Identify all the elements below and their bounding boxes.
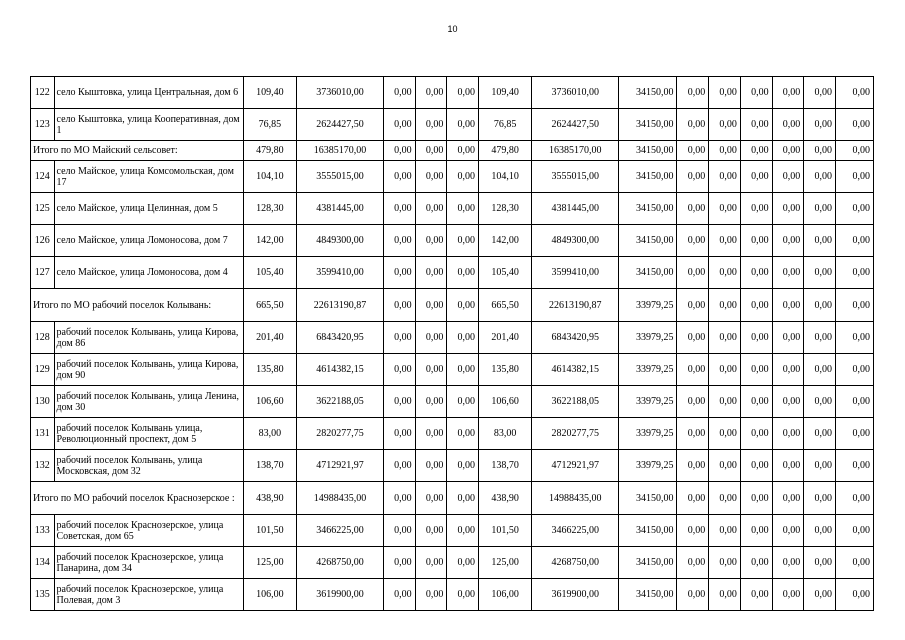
value-cell: 0,00 — [836, 225, 874, 257]
value-cell: 0,00 — [447, 547, 479, 579]
value-cell: 0,00 — [804, 141, 836, 161]
value-cell: 0,00 — [383, 579, 415, 611]
value-cell: 201,40 — [479, 322, 532, 354]
value-cell: 105,40 — [243, 257, 296, 289]
value-cell: 3619900,00 — [296, 579, 383, 611]
value-cell: 0,00 — [415, 547, 447, 579]
value-cell: 16385170,00 — [296, 141, 383, 161]
value-cell: 0,00 — [415, 193, 447, 225]
value-cell: 0,00 — [677, 418, 709, 450]
value-cell: 0,00 — [740, 418, 772, 450]
value-cell: 138,70 — [479, 450, 532, 482]
table-row — [31, 515, 874, 547]
table-row — [31, 354, 874, 386]
value-cell: 0,00 — [447, 141, 479, 161]
value-cell: 0,00 — [804, 579, 836, 611]
value-cell: 0,00 — [709, 547, 741, 579]
value-cell: 0,00 — [740, 193, 772, 225]
value-cell: 0,00 — [447, 322, 479, 354]
value-cell: 0,00 — [415, 322, 447, 354]
value-cell: 0,00 — [677, 225, 709, 257]
total-label: Итого по МО рабочий поселок Колывань: — [31, 289, 244, 322]
value-cell: 4268750,00 — [532, 547, 619, 579]
table-row — [31, 109, 874, 141]
value-cell: 0,00 — [415, 77, 447, 109]
value-cell: 83,00 — [243, 418, 296, 450]
value-cell: 438,90 — [243, 482, 296, 515]
value-cell: 0,00 — [740, 354, 772, 386]
value-cell: 0,00 — [804, 450, 836, 482]
value-cell: 0,00 — [383, 109, 415, 141]
value-cell: 0,00 — [447, 482, 479, 515]
page-number: 10 — [447, 24, 458, 34]
table-row — [31, 322, 874, 354]
value-cell: 0,00 — [447, 450, 479, 482]
value-cell: 2820277,75 — [296, 418, 383, 450]
value-cell: 201,40 — [243, 322, 296, 354]
value-cell: 4849300,00 — [532, 225, 619, 257]
address-cell: рабочий поселок Краснозерское, улица Советская, дом 65 — [54, 515, 243, 547]
table-row — [31, 579, 874, 611]
value-cell: 0,00 — [804, 257, 836, 289]
value-cell: 0,00 — [772, 225, 804, 257]
address-cell: село Майское, улица Ломоносова, дом 4 — [54, 257, 243, 289]
value-cell: 0,00 — [447, 77, 479, 109]
value-cell: 14988435,00 — [296, 482, 383, 515]
value-cell: 0,00 — [383, 386, 415, 418]
total-row — [31, 141, 874, 161]
value-cell: 0,00 — [804, 322, 836, 354]
value-cell: 2624427,50 — [296, 109, 383, 141]
value-cell: 0,00 — [740, 109, 772, 141]
value-cell: 0,00 — [804, 547, 836, 579]
value-cell: 0,00 — [447, 193, 479, 225]
value-cell: 0,00 — [772, 109, 804, 141]
value-cell: 0,00 — [447, 109, 479, 141]
value-cell: 0,00 — [383, 322, 415, 354]
total-row — [31, 482, 874, 515]
row-number: 130 — [31, 386, 55, 418]
value-cell: 0,00 — [772, 386, 804, 418]
value-cell: 6843420,95 — [532, 322, 619, 354]
value-cell: 0,00 — [709, 450, 741, 482]
address-cell: рабочий поселок Колывань, улица Кирова, дом 90 — [54, 354, 243, 386]
value-cell: 3622188,05 — [296, 386, 383, 418]
value-cell: 0,00 — [447, 579, 479, 611]
address-cell: рабочий поселок Колывань, улица Кирова, дом 86 — [54, 322, 243, 354]
value-cell: 0,00 — [804, 161, 836, 193]
table-body — [31, 77, 874, 611]
value-cell: 0,00 — [772, 515, 804, 547]
value-cell: 104,10 — [479, 161, 532, 193]
value-cell: 101,50 — [243, 515, 296, 547]
value-cell: 34150,00 — [619, 579, 677, 611]
value-cell: 0,00 — [740, 515, 772, 547]
value-cell: 0,00 — [709, 193, 741, 225]
value-cell: 0,00 — [836, 482, 874, 515]
row-number: 133 — [31, 515, 55, 547]
value-cell: 479,80 — [479, 141, 532, 161]
value-cell: 4712921,97 — [296, 450, 383, 482]
address-cell: рабочий поселок Колывань, улица Ленина, дом 30 — [54, 386, 243, 418]
value-cell: 0,00 — [836, 289, 874, 322]
address-cell: село Майское, улица Целинная, дом 5 — [54, 193, 243, 225]
value-cell: 0,00 — [740, 547, 772, 579]
value-cell: 104,10 — [243, 161, 296, 193]
value-cell: 2820277,75 — [532, 418, 619, 450]
value-cell: 109,40 — [479, 77, 532, 109]
value-cell: 0,00 — [383, 482, 415, 515]
value-cell: 0,00 — [772, 289, 804, 322]
value-cell: 142,00 — [243, 225, 296, 257]
value-cell: 106,00 — [243, 579, 296, 611]
value-cell: 34150,00 — [619, 547, 677, 579]
value-cell: 0,00 — [677, 579, 709, 611]
value-cell: 0,00 — [772, 354, 804, 386]
value-cell: 0,00 — [383, 161, 415, 193]
value-cell: 3555015,00 — [296, 161, 383, 193]
value-cell: 0,00 — [677, 482, 709, 515]
value-cell: 0,00 — [415, 141, 447, 161]
row-number: 129 — [31, 354, 55, 386]
value-cell: 3599410,00 — [296, 257, 383, 289]
value-cell: 0,00 — [447, 225, 479, 257]
value-cell: 0,00 — [415, 225, 447, 257]
value-cell: 109,40 — [243, 77, 296, 109]
value-cell: 3619900,00 — [532, 579, 619, 611]
value-cell: 0,00 — [709, 354, 741, 386]
value-cell: 4268750,00 — [296, 547, 383, 579]
table-row — [31, 225, 874, 257]
row-number: 128 — [31, 322, 55, 354]
value-cell: 128,30 — [243, 193, 296, 225]
value-cell: 106,00 — [479, 579, 532, 611]
value-cell: 0,00 — [804, 515, 836, 547]
value-cell: 0,00 — [383, 257, 415, 289]
value-cell: 0,00 — [804, 386, 836, 418]
value-cell: 0,00 — [677, 161, 709, 193]
value-cell: 665,50 — [243, 289, 296, 322]
value-cell: 0,00 — [447, 418, 479, 450]
total-row — [31, 289, 874, 322]
value-cell: 3466225,00 — [296, 515, 383, 547]
value-cell: 0,00 — [772, 161, 804, 193]
value-cell: 0,00 — [447, 161, 479, 193]
value-cell: 33979,25 — [619, 289, 677, 322]
table-row — [31, 161, 874, 193]
value-cell: 0,00 — [772, 482, 804, 515]
value-cell: 138,70 — [243, 450, 296, 482]
value-cell: 0,00 — [836, 418, 874, 450]
value-cell: 0,00 — [709, 482, 741, 515]
value-cell: 0,00 — [415, 579, 447, 611]
value-cell: 0,00 — [709, 289, 741, 322]
value-cell: 0,00 — [383, 418, 415, 450]
value-cell: 33979,25 — [619, 418, 677, 450]
value-cell: 0,00 — [415, 354, 447, 386]
value-cell: 0,00 — [836, 579, 874, 611]
value-cell: 33979,25 — [619, 450, 677, 482]
value-cell: 34150,00 — [619, 77, 677, 109]
value-cell: 0,00 — [740, 579, 772, 611]
value-cell: 0,00 — [740, 161, 772, 193]
value-cell: 0,00 — [836, 450, 874, 482]
value-cell: 22613190,87 — [296, 289, 383, 322]
value-cell: 0,00 — [415, 257, 447, 289]
value-cell: 0,00 — [709, 418, 741, 450]
row-number: 125 — [31, 193, 55, 225]
value-cell: 0,00 — [447, 354, 479, 386]
value-cell: 0,00 — [415, 386, 447, 418]
table-row — [31, 77, 874, 109]
address-cell: село Кыштовка, улица Центральная, дом 6 — [54, 77, 243, 109]
value-cell: 6843420,95 — [296, 322, 383, 354]
value-cell: 0,00 — [709, 225, 741, 257]
value-cell: 0,00 — [447, 515, 479, 547]
value-cell: 0,00 — [709, 579, 741, 611]
value-cell: 0,00 — [709, 161, 741, 193]
value-cell: 0,00 — [677, 109, 709, 141]
value-cell: 438,90 — [479, 482, 532, 515]
houses-table — [30, 76, 874, 611]
value-cell: 0,00 — [772, 450, 804, 482]
value-cell: 0,00 — [709, 386, 741, 418]
value-cell: 4381445,00 — [532, 193, 619, 225]
value-cell: 135,80 — [243, 354, 296, 386]
value-cell: 0,00 — [383, 547, 415, 579]
value-cell: 0,00 — [383, 289, 415, 322]
value-cell: 0,00 — [804, 193, 836, 225]
value-cell: 106,60 — [479, 386, 532, 418]
value-cell: 101,50 — [479, 515, 532, 547]
value-cell: 76,85 — [243, 109, 296, 141]
value-cell: 0,00 — [383, 77, 415, 109]
value-cell: 0,00 — [772, 579, 804, 611]
value-cell: 0,00 — [677, 77, 709, 109]
value-cell: 0,00 — [383, 354, 415, 386]
value-cell: 0,00 — [709, 141, 741, 161]
value-cell: 0,00 — [447, 257, 479, 289]
value-cell: 0,00 — [709, 515, 741, 547]
value-cell: 0,00 — [772, 322, 804, 354]
value-cell: 0,00 — [709, 77, 741, 109]
row-number: 126 — [31, 225, 55, 257]
total-label: Итого по МО Майский сельсовет: — [31, 141, 244, 161]
value-cell: 3736010,00 — [532, 77, 619, 109]
value-cell: 0,00 — [383, 141, 415, 161]
value-cell: 0,00 — [415, 289, 447, 322]
value-cell: 0,00 — [804, 289, 836, 322]
row-number: 135 — [31, 579, 55, 611]
value-cell: 0,00 — [772, 141, 804, 161]
value-cell: 83,00 — [479, 418, 532, 450]
value-cell: 3466225,00 — [532, 515, 619, 547]
value-cell: 0,00 — [383, 450, 415, 482]
row-number: 122 — [31, 77, 55, 109]
row-number: 123 — [31, 109, 55, 141]
value-cell: 0,00 — [383, 515, 415, 547]
value-cell: 34150,00 — [619, 161, 677, 193]
value-cell: 0,00 — [383, 225, 415, 257]
value-cell: 0,00 — [740, 257, 772, 289]
value-cell: 0,00 — [740, 141, 772, 161]
value-cell: 0,00 — [415, 161, 447, 193]
value-cell: 0,00 — [836, 141, 874, 161]
value-cell: 0,00 — [677, 354, 709, 386]
value-cell: 0,00 — [740, 386, 772, 418]
value-cell: 0,00 — [836, 257, 874, 289]
table-row — [31, 257, 874, 289]
value-cell: 0,00 — [772, 257, 804, 289]
table-row — [31, 547, 874, 579]
address-cell: рабочий поселок Краснозерское, улица Панарина, дом 34 — [54, 547, 243, 579]
value-cell: 0,00 — [772, 193, 804, 225]
value-cell: 3599410,00 — [532, 257, 619, 289]
value-cell: 3736010,00 — [296, 77, 383, 109]
value-cell: 34150,00 — [619, 109, 677, 141]
value-cell: 0,00 — [677, 547, 709, 579]
value-cell: 0,00 — [415, 418, 447, 450]
value-cell: 106,60 — [243, 386, 296, 418]
value-cell: 0,00 — [677, 193, 709, 225]
value-cell: 33979,25 — [619, 322, 677, 354]
value-cell: 33979,25 — [619, 386, 677, 418]
address-cell: рабочий поселок Колывань улица, Революционный проспект, дом 5 — [54, 418, 243, 450]
value-cell: 0,00 — [836, 354, 874, 386]
address-cell: село Майское, улица Комсомольская, дом 17 — [54, 161, 243, 193]
value-cell: 0,00 — [804, 418, 836, 450]
value-cell: 0,00 — [804, 482, 836, 515]
value-cell: 0,00 — [772, 418, 804, 450]
table-row — [31, 450, 874, 482]
value-cell: 0,00 — [772, 77, 804, 109]
value-cell: 0,00 — [740, 77, 772, 109]
value-cell: 4614382,15 — [296, 354, 383, 386]
value-cell: 0,00 — [383, 193, 415, 225]
address-cell: село Майское, улица Ломоносова, дом 7 — [54, 225, 243, 257]
table-row — [31, 386, 874, 418]
value-cell: 34150,00 — [619, 482, 677, 515]
value-cell: 0,00 — [804, 77, 836, 109]
value-cell: 0,00 — [677, 322, 709, 354]
row-number: 134 — [31, 547, 55, 579]
value-cell: 0,00 — [677, 386, 709, 418]
value-cell: 34150,00 — [619, 515, 677, 547]
value-cell: 34150,00 — [619, 257, 677, 289]
value-cell: 0,00 — [677, 450, 709, 482]
row-number: 127 — [31, 257, 55, 289]
value-cell: 4614382,15 — [532, 354, 619, 386]
value-cell: 14988435,00 — [532, 482, 619, 515]
table-row — [31, 193, 874, 225]
value-cell: 0,00 — [836, 322, 874, 354]
value-cell: 3555015,00 — [532, 161, 619, 193]
total-label: Итого по МО рабочий поселок Краснозерское : — [31, 482, 244, 515]
value-cell: 0,00 — [677, 289, 709, 322]
value-cell: 4849300,00 — [296, 225, 383, 257]
value-cell: 0,00 — [804, 354, 836, 386]
value-cell: 125,00 — [243, 547, 296, 579]
value-cell: 0,00 — [447, 386, 479, 418]
value-cell: 479,80 — [243, 141, 296, 161]
value-cell: 0,00 — [836, 193, 874, 225]
value-cell: 34150,00 — [619, 225, 677, 257]
value-cell: 16385170,00 — [532, 141, 619, 161]
value-cell: 4381445,00 — [296, 193, 383, 225]
value-cell: 0,00 — [836, 386, 874, 418]
value-cell: 0,00 — [740, 450, 772, 482]
value-cell: 0,00 — [677, 257, 709, 289]
value-cell: 0,00 — [415, 515, 447, 547]
value-cell: 0,00 — [836, 547, 874, 579]
value-cell: 0,00 — [709, 257, 741, 289]
value-cell: 3622188,05 — [532, 386, 619, 418]
value-cell: 0,00 — [772, 547, 804, 579]
value-cell: 0,00 — [836, 77, 874, 109]
value-cell: 33979,25 — [619, 354, 677, 386]
value-cell: 34150,00 — [619, 141, 677, 161]
value-cell: 0,00 — [740, 482, 772, 515]
value-cell: 0,00 — [709, 109, 741, 141]
value-cell: 0,00 — [836, 109, 874, 141]
value-cell: 22613190,87 — [532, 289, 619, 322]
value-cell: 0,00 — [447, 289, 479, 322]
value-cell: 4712921,97 — [532, 450, 619, 482]
value-cell: 135,80 — [479, 354, 532, 386]
value-cell: 0,00 — [740, 322, 772, 354]
value-cell: 0,00 — [836, 161, 874, 193]
value-cell: 125,00 — [479, 547, 532, 579]
address-cell: рабочий поселок Колывань, улица Московская, дом 32 — [54, 450, 243, 482]
value-cell: 0,00 — [709, 322, 741, 354]
value-cell: 2624427,50 — [532, 109, 619, 141]
address-cell: село Кыштовка, улица Кооперативная, дом 1 — [54, 109, 243, 141]
value-cell: 34150,00 — [619, 193, 677, 225]
value-cell: 0,00 — [415, 109, 447, 141]
value-cell: 105,40 — [479, 257, 532, 289]
value-cell: 0,00 — [415, 482, 447, 515]
value-cell: 0,00 — [804, 225, 836, 257]
value-cell: 665,50 — [479, 289, 532, 322]
value-cell: 76,85 — [479, 109, 532, 141]
address-cell: рабочий поселок Краснозерское, улица Полевая, дом 3 — [54, 579, 243, 611]
value-cell: 0,00 — [677, 141, 709, 161]
value-cell: 0,00 — [740, 289, 772, 322]
row-number: 131 — [31, 418, 55, 450]
row-number: 132 — [31, 450, 55, 482]
value-cell: 0,00 — [677, 515, 709, 547]
value-cell: 128,30 — [479, 193, 532, 225]
row-number: 124 — [31, 161, 55, 193]
value-cell: 142,00 — [479, 225, 532, 257]
value-cell: 0,00 — [836, 515, 874, 547]
value-cell: 0,00 — [740, 225, 772, 257]
table-row — [31, 418, 874, 450]
value-cell: 0,00 — [804, 109, 836, 141]
value-cell: 0,00 — [415, 450, 447, 482]
